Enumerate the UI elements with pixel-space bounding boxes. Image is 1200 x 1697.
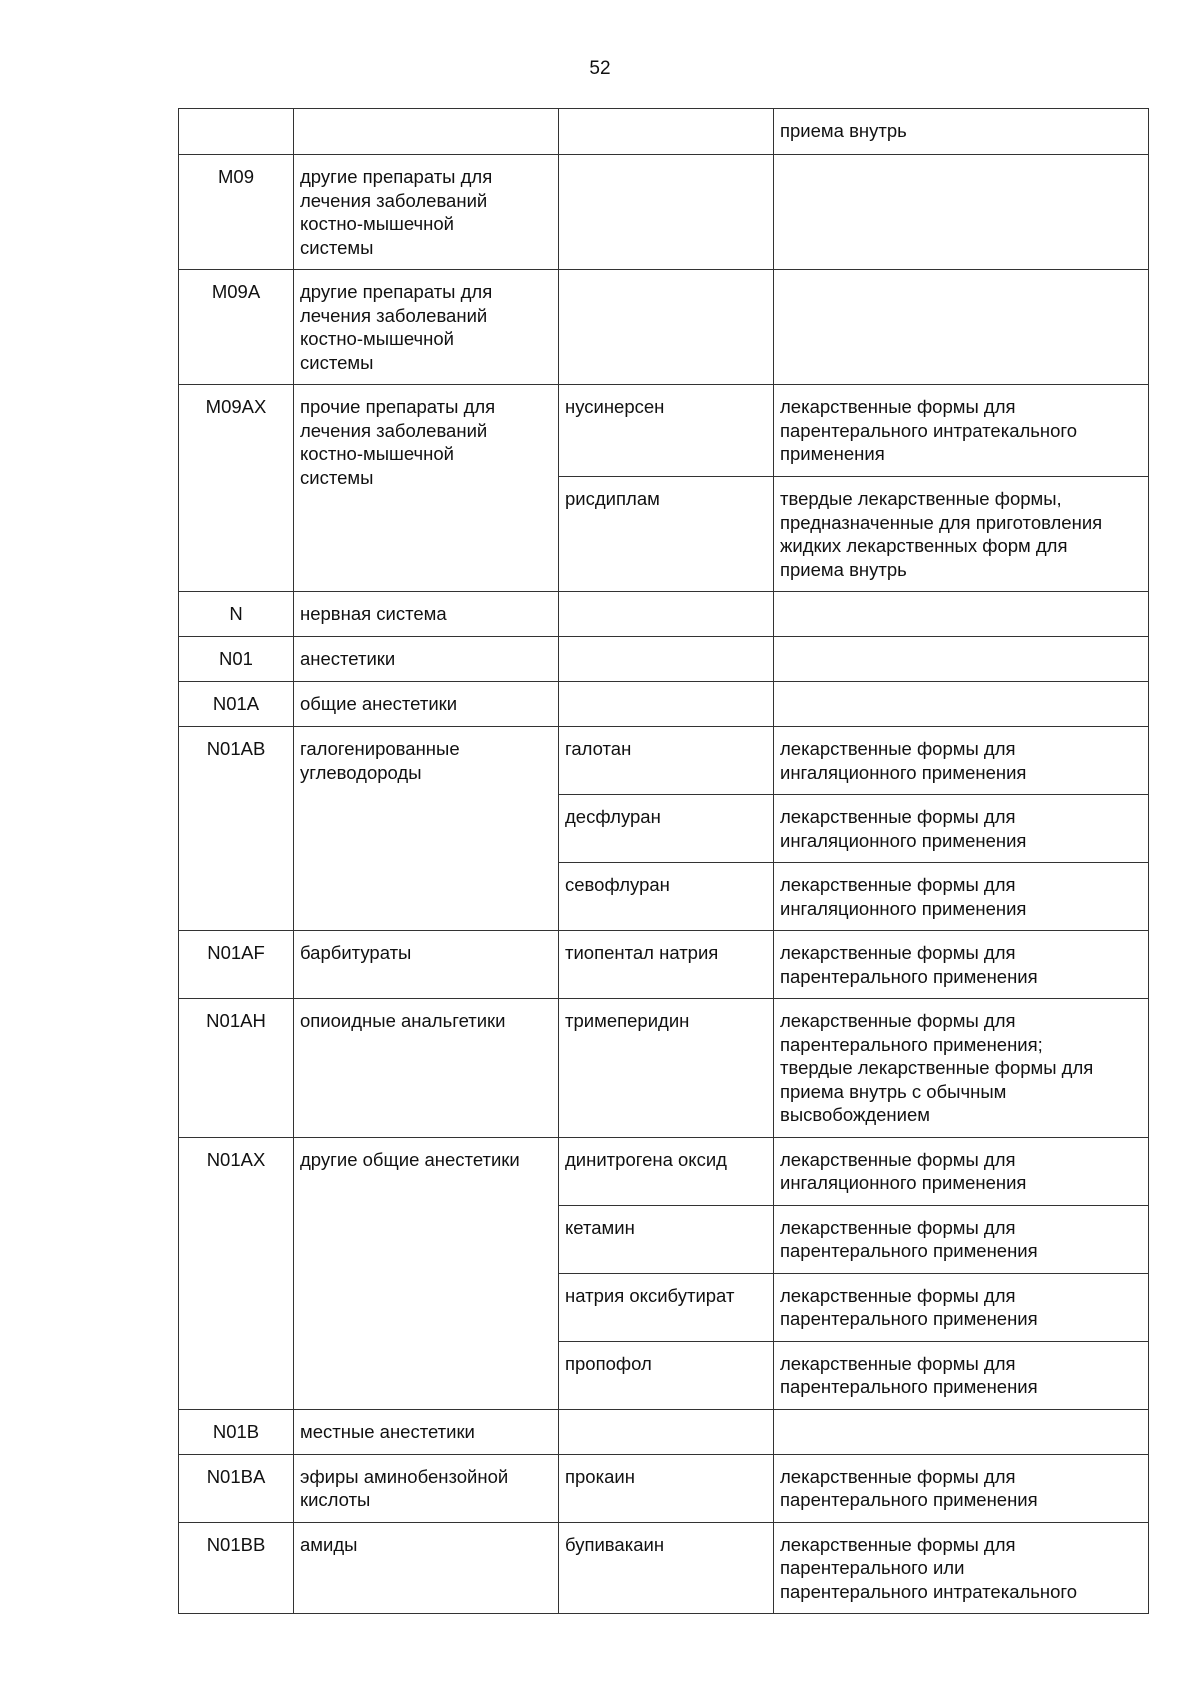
group-cell xyxy=(294,682,559,727)
group-line: местные анестетики xyxy=(300,1420,475,1442)
form-line: лекарственные формы для xyxy=(780,1148,1016,1170)
group-line: лечения заболеваний xyxy=(300,189,488,211)
group-line: анестетики xyxy=(300,648,396,669)
atc-code-cell xyxy=(179,109,294,155)
form-line: ингаляционного применения xyxy=(780,1172,1027,1193)
form-cell xyxy=(774,592,1149,637)
group-cell xyxy=(294,592,559,637)
form-line: парентерального применения xyxy=(780,1489,1038,1510)
group-cell xyxy=(294,1409,559,1454)
form-line: приема внутрь xyxy=(780,558,907,580)
drug-cell xyxy=(559,109,774,155)
drug-cell xyxy=(559,270,774,385)
drug-cell: бупивакаин xyxy=(559,1522,774,1614)
group-cell xyxy=(294,1522,559,1614)
atc-code-cell: N01B xyxy=(179,1409,294,1454)
form-line: парентерального применения xyxy=(780,1240,1038,1261)
group-cell xyxy=(294,637,559,682)
form-line: парентерального применения xyxy=(780,1376,1038,1397)
drug-cell: динитрогена оксид xyxy=(559,1137,774,1205)
group-line: нервная система xyxy=(300,603,447,624)
group-cell xyxy=(294,727,559,931)
table-row xyxy=(179,999,1149,1138)
form-cell xyxy=(774,863,1149,931)
drug-cell: кетамин xyxy=(559,1205,774,1273)
table-row xyxy=(179,109,1149,155)
form-line: высвобождением xyxy=(780,1104,930,1125)
atc-code-cell: N01AF xyxy=(179,931,294,999)
drug-cell: севофлуран xyxy=(559,863,774,931)
form-cell xyxy=(774,1137,1149,1205)
atc-code-cell: N01AB xyxy=(179,727,294,931)
form-line: лекарственные формы для xyxy=(780,1284,1016,1306)
form-cell xyxy=(774,727,1149,795)
group-line: другие препараты для xyxy=(300,281,493,302)
group-line: системы xyxy=(300,466,374,488)
table-row xyxy=(179,1522,1149,1614)
form-line: парентерального применения xyxy=(780,1308,1038,1329)
group-line: лечения заболеваний xyxy=(300,304,488,326)
form-line: предназначенные для приготовления xyxy=(780,511,1103,533)
group-cell xyxy=(294,155,559,270)
group-line: углеводороды xyxy=(300,761,422,783)
atc-code-cell: M09AX xyxy=(179,385,294,592)
table-row xyxy=(179,385,1149,477)
drug-cell: десфлуран xyxy=(559,795,774,863)
table-row xyxy=(179,682,1149,727)
drug-cell xyxy=(559,682,774,727)
table-row xyxy=(179,1454,1149,1522)
drug-cell: нусинерсен xyxy=(559,385,774,477)
drug-cell: прокаин xyxy=(559,1454,774,1522)
form-line: лекарственные формы для xyxy=(780,1533,1016,1555)
atc-code-cell: M09A xyxy=(179,270,294,385)
drug-cell: пропофол xyxy=(559,1341,774,1409)
form-cell xyxy=(774,109,1149,155)
group-cell xyxy=(294,999,559,1138)
form-cell xyxy=(774,1409,1149,1454)
drug-cell xyxy=(559,637,774,682)
group-line: барбитураты xyxy=(300,942,412,963)
form-line: парентерального применения xyxy=(780,965,1038,987)
form-line: парентерального или xyxy=(780,1557,965,1578)
atc-code-cell: N01BB xyxy=(179,1522,294,1614)
table-row xyxy=(179,1409,1149,1454)
table-row xyxy=(179,931,1149,999)
form-line: лекарственные формы для xyxy=(780,874,1016,895)
form-line: приема внутрь xyxy=(780,120,907,141)
table-row xyxy=(179,155,1149,270)
group-cell xyxy=(294,1454,559,1522)
atc-code-cell: N01 xyxy=(179,637,294,682)
form-line: лекарственные формы для xyxy=(780,738,1016,759)
drug-cell: тиопентал натрия xyxy=(559,931,774,999)
form-line: лекарственные формы для xyxy=(780,396,1016,417)
drug-cell xyxy=(559,155,774,270)
group-line: системы xyxy=(300,351,374,373)
form-cell xyxy=(774,1205,1149,1273)
table-row xyxy=(179,592,1149,637)
table-row xyxy=(179,637,1149,682)
form-line: твердые лекарственные формы, xyxy=(780,488,1062,509)
table-body xyxy=(179,109,1149,1614)
group-line: амиды xyxy=(300,1533,358,1555)
form-line: применения xyxy=(780,443,885,464)
form-line: жидких лекарственных форм для xyxy=(780,535,1068,556)
group-line: костно-мышечной xyxy=(300,328,454,349)
form-line: ингаляционного применения xyxy=(780,829,1027,851)
drug-cell: галотан xyxy=(559,727,774,795)
drug-cell xyxy=(559,592,774,637)
atc-code-cell: N01A xyxy=(179,682,294,727)
form-line: лекарственные формы для xyxy=(780,1352,1016,1374)
form-line: лекарственные формы для xyxy=(780,806,1016,827)
drug-cell: тримеперидин xyxy=(559,999,774,1138)
form-cell xyxy=(774,682,1149,727)
group-line: опиоидные анальгетики xyxy=(300,1010,506,1031)
form-cell xyxy=(774,931,1149,999)
atc-code-cell: M09 xyxy=(179,155,294,270)
form-cell xyxy=(774,637,1149,682)
group-line: общие анестетики xyxy=(300,693,458,714)
drug-cell: натрия оксибутират xyxy=(559,1273,774,1341)
atc-code-cell: N01AH xyxy=(179,999,294,1138)
group-line: галогенированные xyxy=(300,738,460,759)
group-cell xyxy=(294,270,559,385)
group-line: прочие препараты для xyxy=(300,396,496,417)
form-line: твердые лекарственные формы для xyxy=(780,1057,1094,1078)
drug-cell: рисдиплам xyxy=(559,477,774,592)
form-line: парентерального интратекального xyxy=(780,1580,1078,1602)
group-line: другие общие анестетики xyxy=(300,1148,520,1170)
drug-cell xyxy=(559,1409,774,1454)
atc-code-cell: N xyxy=(179,592,294,637)
group-cell xyxy=(294,931,559,999)
group-line: костно-мышечной xyxy=(300,213,454,234)
form-cell xyxy=(774,385,1149,477)
drug-classification-table xyxy=(178,108,1149,1614)
form-cell xyxy=(774,999,1149,1138)
form-cell xyxy=(774,1273,1149,1341)
group-cell xyxy=(294,1137,559,1409)
form-line: лекарственные формы для xyxy=(780,942,1016,963)
atc-code-cell: N01AX xyxy=(179,1137,294,1409)
form-cell xyxy=(774,477,1149,592)
form-line: ингаляционного применения xyxy=(780,761,1027,783)
form-cell xyxy=(774,795,1149,863)
form-line: парентерального интратекального xyxy=(780,419,1078,441)
group-cell xyxy=(294,385,559,592)
form-cell xyxy=(774,1341,1149,1409)
group-cell xyxy=(294,109,559,155)
group-line: костно-мышечной xyxy=(300,443,454,464)
form-line: парентерального применения; xyxy=(780,1033,1043,1055)
form-line: лекарственные формы для xyxy=(780,1010,1016,1031)
atc-code-cell: N01BA xyxy=(179,1454,294,1522)
table-row xyxy=(179,1137,1149,1205)
form-line: ингаляционного применения xyxy=(780,897,1027,919)
table-row xyxy=(179,270,1149,385)
form-cell xyxy=(774,270,1149,385)
form-line: лекарственные формы для xyxy=(780,1216,1016,1238)
group-line: системы xyxy=(300,236,374,258)
form-cell xyxy=(774,155,1149,270)
form-line: лекарственные формы для xyxy=(780,1465,1016,1487)
group-line: кислоты xyxy=(300,1489,371,1510)
form-line: приема внутрь с обычным xyxy=(780,1080,1007,1102)
page-number: 52 xyxy=(589,58,611,79)
group-line: другие препараты для xyxy=(300,166,493,187)
group-line: лечения заболеваний xyxy=(300,419,488,441)
form-cell xyxy=(774,1454,1149,1522)
table-row xyxy=(179,727,1149,795)
group-line: эфиры аминобензойной xyxy=(300,1465,509,1487)
form-cell xyxy=(774,1522,1149,1614)
